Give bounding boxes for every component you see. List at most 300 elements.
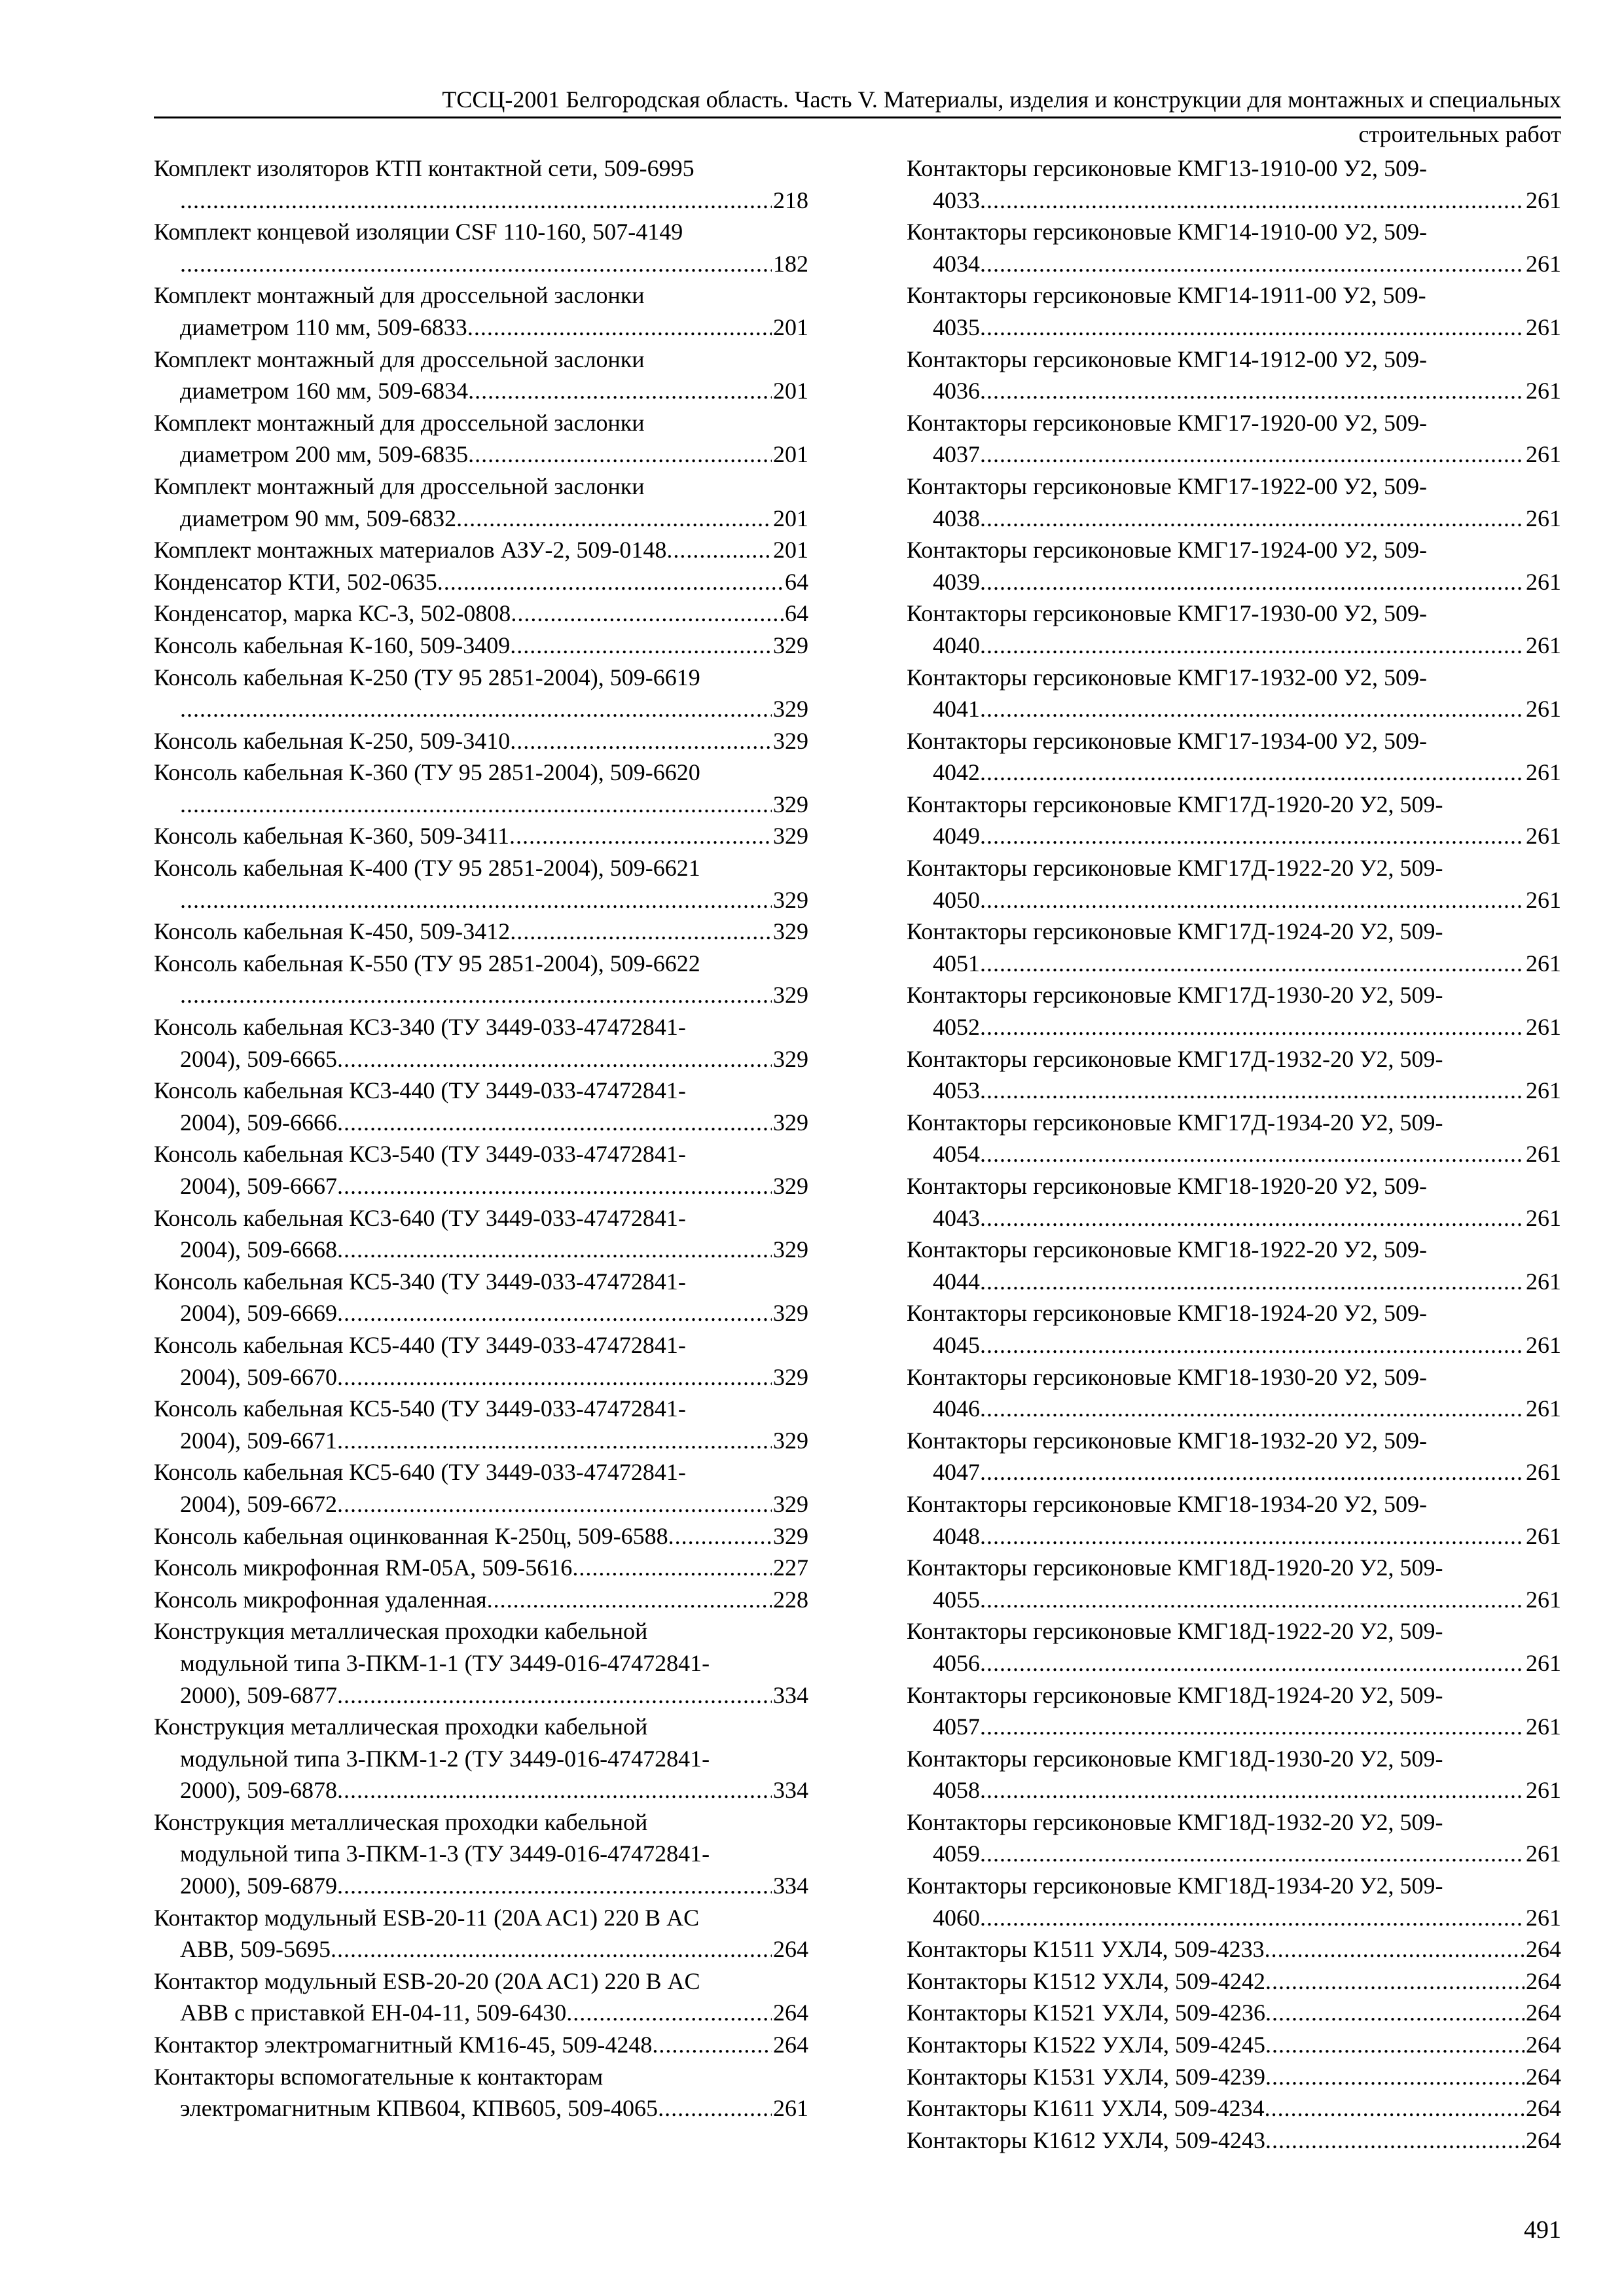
entry-title — [154, 1520, 808, 1552]
entry-page-number: 264 — [1526, 1967, 1561, 1994]
entry-text: Контакторы герсиконовые КМГ18-1932-20 У2, 509- — [907, 1427, 1427, 1454]
index-entry — [154, 757, 808, 820]
entry-text: Конструкция металлическая проходки кабельной — [154, 1713, 648, 1740]
entry-text: модульной типа 3-ПКМ-1-1 (ТУ 3449-016-47472841- — [180, 1649, 710, 1676]
entry-text: 2004), 509-6667 — [180, 1173, 337, 1199]
index-entry — [154, 662, 808, 725]
entry-continuation — [907, 1647, 1561, 1679]
entry-page-number: 329 — [773, 1522, 808, 1549]
dot-leader — [510, 630, 772, 662]
index-entry — [154, 1584, 808, 1616]
entry-text: Контакторы вспомогательные к контакторам — [154, 2063, 604, 2090]
dot-leader — [980, 1774, 1525, 1806]
entry-title — [154, 471, 808, 503]
entry-continuation — [907, 1838, 1561, 1870]
entry-page-number: 261 — [1526, 505, 1561, 531]
index-entry — [154, 1615, 808, 1711]
entry-text: Консоль кабельная КС5-540 (ТУ 3449-033-47472841- — [154, 1395, 686, 1422]
entry-page-number: 64 — [785, 568, 808, 595]
dot-leader — [1265, 1965, 1525, 1998]
index-entry — [907, 1488, 1561, 1552]
dot-leader — [566, 1997, 772, 2029]
entry-continuation — [154, 1361, 808, 1393]
entry-page-number: 261 — [1526, 441, 1561, 468]
entry-text: Контакторы герсиконовые КМГ17Д-1920-20 У2, 509- — [907, 791, 1443, 817]
dot-leader — [980, 375, 1525, 407]
entry-text: Консоль кабельная К-250, 509-3410 — [154, 727, 511, 754]
dot-leader — [509, 820, 772, 852]
entry-page-number: 261 — [1526, 759, 1561, 786]
entry-text: ABB с приставкой EH-04-11, 509-6430 — [180, 2000, 567, 2026]
entry-continuation — [907, 820, 1561, 852]
dot-leader — [658, 2092, 772, 2125]
index-entry — [907, 534, 1561, 598]
dot-leader — [980, 312, 1525, 344]
index-entry — [907, 152, 1561, 216]
index-entry — [154, 1329, 808, 1393]
entry-title — [907, 1933, 1561, 1965]
entry-page-number: 218 — [773, 187, 808, 213]
dot-leader — [1265, 2092, 1525, 2125]
index-entry — [907, 1679, 1561, 1743]
entry-continuation — [907, 1456, 1561, 1488]
entry-title — [907, 1234, 1561, 1266]
entry-text: Конструкция металлическая проходки кабельной — [154, 1808, 648, 1835]
entry-title — [907, 1361, 1561, 1393]
entry-text: 4051 — [933, 950, 980, 977]
index-entry — [907, 2125, 1561, 2157]
entry-text: 4056 — [933, 1649, 980, 1676]
entry-page-number: 329 — [773, 1427, 808, 1454]
entry-continuation — [154, 1933, 808, 1965]
entry-text: Конденсатор КТИ, 502-0635 — [154, 568, 437, 595]
entry-text: Консоль кабельная КС3-340 (ТУ 3449-033-47472841- — [154, 1014, 686, 1041]
entry-page-number: 261 — [1526, 1522, 1561, 1549]
index-entry — [154, 279, 808, 343]
entry-page-number: 201 — [773, 505, 808, 531]
entry-text: Контакторы герсиконовые КМГ14-1910-00 У2, 509- — [907, 219, 1427, 245]
dot-leader — [980, 630, 1525, 662]
entry-text: Консоль кабельная КС3-540 (ТУ 3449-033-47472841- — [154, 1141, 686, 1168]
entry-title — [154, 1202, 808, 1234]
entry-continuation — [154, 1838, 808, 1870]
index-column-right — [907, 152, 1561, 2156]
dot-leader — [1265, 1933, 1525, 1965]
index-entry — [154, 1806, 808, 1902]
entry-title — [907, 1107, 1561, 1139]
entry-title — [154, 2029, 808, 2061]
index-entry — [907, 1425, 1561, 1488]
entry-page-number: 228 — [773, 1586, 808, 1613]
entry-text: Конденсатор, марка КС-3, 502-0808 — [154, 600, 511, 627]
entry-continuation — [907, 439, 1561, 471]
entry-text: Контакторы герсиконовые КМГ17Д-1930-20 У2, 509- — [907, 982, 1443, 1009]
entry-page-number: 264 — [773, 2000, 808, 2026]
dot-leader — [180, 248, 772, 280]
entry-title — [907, 2092, 1561, 2125]
running-header — [154, 84, 1561, 150]
entry-continuation — [907, 248, 1561, 280]
entry-text: 2000), 509-6877 — [180, 1681, 337, 1708]
dot-leader — [980, 185, 1525, 217]
entry-title — [907, 152, 1561, 185]
entry-text: 4037 — [933, 441, 980, 468]
entry-text: Комплект изоляторов КТП контактной сети, 509-6995 — [154, 155, 695, 181]
entry-title — [907, 1488, 1561, 1520]
entry-text: Контакторы герсиконовые КМГ17-1930-00 У2, 509- — [907, 600, 1427, 627]
entry-text: Комплект монтажный для дроссельной заслонки — [154, 346, 645, 372]
entry-text: Контакторы герсиконовые КМГ17-1932-00 У2, 509- — [907, 664, 1427, 691]
entry-title — [154, 630, 808, 662]
entry-text: 4060 — [933, 1904, 980, 1931]
entry-text: Консоль микрофонная RM-05A, 509-5616 — [154, 1554, 573, 1581]
entry-text: Консоль кабельная КС5-640 (ТУ 3449-033-47472841- — [154, 1459, 686, 1486]
entry-text: 4034 — [933, 250, 980, 277]
entry-continuation — [154, 1774, 808, 1806]
entry-page-number: 261 — [1526, 1014, 1561, 1041]
entry-text: 4042 — [933, 759, 980, 786]
entry-title — [907, 1043, 1561, 1075]
entry-page-number: 201 — [773, 537, 808, 564]
entry-page-number: 261 — [1526, 378, 1561, 404]
entry-text: Контакторы герсиконовые КМГ17Д-1934-20 У2, 509- — [907, 1109, 1443, 1136]
entry-title — [907, 534, 1561, 566]
index-entry — [154, 630, 808, 662]
entry-continuation — [154, 1297, 808, 1329]
entry-page-number: 264 — [1526, 2126, 1561, 2153]
index-entry — [154, 916, 808, 948]
entry-text: Контакторы герсиконовые КМГ18Д-1932-20 У2, 509- — [907, 1808, 1443, 1835]
dot-leader — [980, 1711, 1525, 1743]
index-entry — [907, 1870, 1561, 1933]
entry-page-number: 329 — [773, 1300, 808, 1327]
entry-page-number: 264 — [1526, 1936, 1561, 1963]
dot-leader — [980, 1011, 1525, 1043]
entry-continuation — [154, 1647, 808, 1679]
index-entry — [154, 852, 808, 916]
dot-leader — [980, 1266, 1525, 1298]
index-entry — [154, 152, 808, 216]
dot-leader — [980, 884, 1525, 916]
entry-text: Контактор электромагнитный КМ16-45, 509-4248 — [154, 2032, 653, 2058]
entry-title — [154, 1456, 808, 1488]
entry-text: Консоль кабельная К-250 (ТУ 95 2851-2004), 509-6619 — [154, 664, 700, 691]
entry-text: 4033 — [933, 187, 980, 213]
entry-continuation — [907, 1202, 1561, 1234]
entry-page-number: 334 — [773, 1681, 808, 1708]
index-entry — [907, 407, 1561, 471]
index-entry — [907, 789, 1561, 852]
index-entry — [154, 344, 808, 407]
entry-title — [154, 948, 808, 980]
entry-title — [907, 1806, 1561, 1839]
entry-title — [907, 279, 1561, 312]
entry-title — [907, 789, 1561, 821]
index-entry — [154, 948, 808, 1011]
dot-leader — [980, 1456, 1525, 1488]
index-entry — [907, 1743, 1561, 1806]
entry-continuation — [907, 312, 1561, 344]
entry-page-number: 201 — [773, 314, 808, 340]
dot-leader — [180, 789, 772, 821]
entry-page-number: 261 — [1526, 1840, 1561, 1867]
entry-title — [154, 1329, 808, 1361]
entry-page-number: 264 — [1526, 2032, 1561, 2058]
entry-title — [907, 1679, 1561, 1712]
entry-title — [907, 852, 1561, 884]
entry-text: диаметром 160 мм, 509-6834 — [180, 378, 469, 404]
entry-text: 4048 — [933, 1522, 980, 1549]
entry-title — [907, 471, 1561, 503]
dot-leader — [456, 503, 772, 535]
entry-title — [154, 1806, 808, 1839]
entry-text: 4044 — [933, 1268, 980, 1295]
entry-text: Контакторы герсиконовые КМГ18Д-1930-20 У2, 509- — [907, 1745, 1443, 1772]
entry-continuation — [154, 439, 808, 471]
entry-page-number: 261 — [1526, 823, 1561, 850]
entry-text: 4040 — [933, 632, 980, 658]
entry-title — [907, 344, 1561, 376]
entry-continuation — [154, 979, 808, 1011]
entry-text: Консоль кабельная КС3-440 (ТУ 3449-033-47472841- — [154, 1077, 686, 1104]
entry-continuation — [154, 789, 808, 821]
index-entry — [154, 1902, 808, 1965]
entry-title — [154, 344, 808, 376]
entry-text: 2004), 509-6668 — [180, 1236, 337, 1263]
entry-page-number: 201 — [773, 378, 808, 404]
dot-leader — [337, 1234, 772, 1266]
entry-text: Контакторы К1521 УХЛ4, 509-4236 — [907, 2000, 1265, 2026]
entry-text: 2004), 509-6670 — [180, 1363, 337, 1390]
index-entry — [907, 279, 1561, 343]
index-entry — [907, 1043, 1561, 1107]
dot-leader — [980, 503, 1525, 535]
entry-text: 4046 — [933, 1395, 980, 1422]
entry-continuation — [907, 185, 1561, 217]
entry-page-number: 261 — [1526, 1268, 1561, 1295]
entry-page-number: 329 — [773, 1236, 808, 1263]
entry-text: Конструкция металлическая проходки кабельной — [154, 1618, 648, 1645]
index-entry — [907, 725, 1561, 789]
entry-page-number: 329 — [773, 696, 808, 723]
dot-leader — [180, 185, 772, 217]
entry-page-number: 329 — [773, 727, 808, 754]
entry-text: Контакторы К1611 УХЛ4, 509-4234 — [907, 2095, 1265, 2122]
entry-title — [154, 662, 808, 694]
entry-page-number: 329 — [773, 1363, 808, 1390]
dot-leader — [180, 979, 772, 1011]
entry-title — [907, 1552, 1561, 1584]
entry-page-number: 329 — [773, 632, 808, 658]
dot-leader — [980, 693, 1525, 725]
entry-text: Контакторы К1522 УХЛ4, 509-4245 — [907, 2032, 1265, 2058]
entry-page-number: 261 — [1526, 1141, 1561, 1168]
dot-leader — [1265, 1997, 1525, 2029]
entry-continuation — [154, 884, 808, 916]
entry-title — [907, 2125, 1561, 2157]
entry-title — [154, 1615, 808, 1647]
entry-page-number: 329 — [773, 1490, 808, 1517]
index-entry — [154, 1393, 808, 1456]
header-subtitle: строительных работ — [1358, 121, 1561, 147]
dot-leader — [337, 1488, 772, 1520]
entry-text: Консоль кабельная К-360, 509-3411 — [154, 823, 509, 850]
page-number: 491 — [1524, 2216, 1561, 2244]
entry-title — [154, 1075, 808, 1107]
index-entry — [907, 979, 1561, 1043]
entry-title — [907, 725, 1561, 757]
index-entry — [154, 1965, 808, 2029]
entry-title — [907, 1425, 1561, 1457]
entry-continuation — [154, 1488, 808, 1520]
entry-text: Контакторы герсиконовые КМГ18-1924-20 У2, 509- — [907, 1300, 1427, 1327]
dot-leader — [337, 1043, 772, 1075]
index-entry — [154, 1011, 808, 1075]
entry-continuation — [154, 375, 808, 407]
entry-text: Комплект монтажный для дроссельной заслонки — [154, 473, 645, 499]
entry-text: Контактор модульный ESB-20-20 (20A AC1) 220 В AC — [154, 1967, 700, 1994]
entry-text: 2004), 509-6669 — [180, 1300, 337, 1327]
entry-title — [907, 1615, 1561, 1647]
entry-text: 2004), 509-6672 — [180, 1490, 337, 1517]
dot-leader — [980, 1393, 1525, 1425]
entry-page-number: 261 — [1526, 1649, 1561, 1676]
entry-title — [154, 1552, 808, 1584]
dot-leader — [337, 1870, 772, 1902]
dot-leader — [180, 693, 772, 725]
entry-continuation — [907, 693, 1561, 725]
entry-page-number: 261 — [1526, 1077, 1561, 1104]
entry-continuation — [154, 503, 808, 535]
entry-text: Контакторы герсиконовые КМГ18-1934-20 У2, 509- — [907, 1490, 1427, 1517]
index-entry — [154, 598, 808, 630]
entry-title — [907, 979, 1561, 1011]
entry-page-number: 261 — [1526, 696, 1561, 723]
entry-text: 4054 — [933, 1141, 980, 1168]
entry-text: электромагнитным КПВ604, КПВ605, 509-4065 — [180, 2095, 659, 2122]
entry-title — [907, 916, 1561, 948]
dot-leader — [468, 439, 772, 471]
entry-text: Контакторы К1511 УХЛ4, 509-4233 — [907, 1936, 1265, 1963]
entry-text: 4036 — [933, 378, 980, 404]
entry-text: Контакторы К1531 УХЛ4, 509-4239 — [907, 2063, 1265, 2090]
entry-continuation — [154, 2092, 808, 2125]
entry-continuation — [154, 1679, 808, 1712]
entry-text: 4039 — [933, 568, 980, 595]
index-entry — [154, 1202, 808, 1266]
entry-continuation — [907, 1584, 1561, 1616]
entry-page-number: 64 — [785, 600, 808, 627]
entry-text: Консоль кабельная КС3-640 (ТУ 3449-033-47472841- — [154, 1204, 686, 1231]
entry-title — [154, 152, 808, 185]
entry-title — [907, 1743, 1561, 1775]
entry-continuation — [907, 1266, 1561, 1298]
entry-text: Комплект концевой изоляции CSF 110-160, 507-4149 — [154, 219, 683, 245]
entry-text: Контакторы герсиконовые КМГ14-1912-00 У2, 509- — [907, 346, 1427, 372]
header-title: ТССЦ-2001 Белгородская область. Часть V. Материалы, изделия и конструкции для монтажных и специальных — [442, 86, 1561, 113]
dot-leader — [467, 312, 772, 344]
index-entry — [154, 1711, 808, 1806]
entry-continuation — [154, 1170, 808, 1202]
entry-text: 2000), 509-6878 — [180, 1777, 337, 1804]
index-entry — [907, 1615, 1561, 1679]
entry-title — [907, 1997, 1561, 2029]
entry-continuation — [907, 1520, 1561, 1552]
entry-text: 4047 — [933, 1459, 980, 1486]
entry-page-number: 261 — [1526, 950, 1561, 977]
dot-leader — [668, 1520, 772, 1552]
dot-leader — [980, 1329, 1525, 1361]
entry-text: Консоль кабельная К-550 (ТУ 95 2851-2004), 509-6622 — [154, 950, 700, 977]
entry-text: Консоль кабельная К-400 (ТУ 95 2851-2004), 509-6621 — [154, 855, 700, 882]
index-entry — [907, 216, 1561, 279]
entry-text: 4038 — [933, 505, 980, 531]
index-entry — [907, 598, 1561, 661]
entry-continuation — [907, 884, 1561, 916]
entry-page-number: 261 — [1526, 1777, 1561, 1804]
entry-page-number: 261 — [1526, 1331, 1561, 1358]
entry-page-number: 329 — [773, 1109, 808, 1136]
entry-continuation — [907, 630, 1561, 662]
entry-continuation — [154, 312, 808, 344]
dot-leader — [980, 566, 1525, 598]
entry-text: Комплект монтажных материалов АЗУ-2, 509-0148 — [154, 537, 667, 564]
entry-text: модульной типа 3-ПКМ-1-3 (ТУ 3449-016-47472841- — [180, 1840, 710, 1867]
entry-title — [154, 916, 808, 948]
entry-text: Контакторы герсиконовые КМГ18-1920-20 У2, 509- — [907, 1173, 1427, 1199]
index-entry — [154, 2029, 808, 2061]
entry-title — [907, 1170, 1561, 1202]
entry-text: Консоль кабельная оцинкованная К-250ц, 509-6588 — [154, 1522, 668, 1549]
entry-title — [154, 407, 808, 439]
index-column-left — [154, 152, 808, 2125]
entry-text: 4035 — [933, 314, 980, 340]
entry-page-number: 227 — [773, 1554, 808, 1581]
entry-page-number: 329 — [773, 1173, 808, 1199]
entry-title — [907, 1870, 1561, 1902]
entry-continuation — [907, 503, 1561, 535]
dot-leader — [468, 375, 772, 407]
entry-text: Контакторы герсиконовые КМГ18-1930-20 У2, 509- — [907, 1363, 1427, 1390]
entry-title — [907, 1297, 1561, 1329]
entry-continuation — [907, 757, 1561, 789]
dot-leader — [666, 534, 772, 566]
entry-continuation — [907, 1774, 1561, 1806]
entry-text: Контакторы герсиконовые КМГ17-1934-00 У2, 509- — [907, 727, 1427, 754]
dot-leader — [652, 2029, 772, 2061]
entry-text: диаметром 90 мм, 509-6832 — [180, 505, 457, 531]
entry-title — [154, 216, 808, 248]
entry-page-number: 264 — [1526, 2063, 1561, 2090]
entry-continuation — [907, 566, 1561, 598]
entry-text: 2000), 509-6879 — [180, 1873, 337, 1899]
entry-title — [154, 757, 808, 789]
entry-continuation — [907, 1138, 1561, 1170]
entry-text: 4043 — [933, 1204, 980, 1231]
dot-leader — [180, 884, 772, 916]
entry-page-number: 329 — [773, 982, 808, 1009]
index-entry — [907, 1933, 1561, 1965]
dot-leader — [980, 1647, 1525, 1679]
index-entry — [154, 1075, 808, 1138]
index-entry — [907, 1107, 1561, 1170]
entry-text: Контакторы герсиконовые КМГ18Д-1922-20 У2, 509- — [907, 1618, 1443, 1645]
index-entry — [907, 344, 1561, 407]
entry-continuation — [907, 948, 1561, 980]
index-entry — [154, 471, 808, 534]
entry-page-number: 261 — [1526, 1904, 1561, 1931]
entry-continuation — [154, 1997, 808, 2029]
